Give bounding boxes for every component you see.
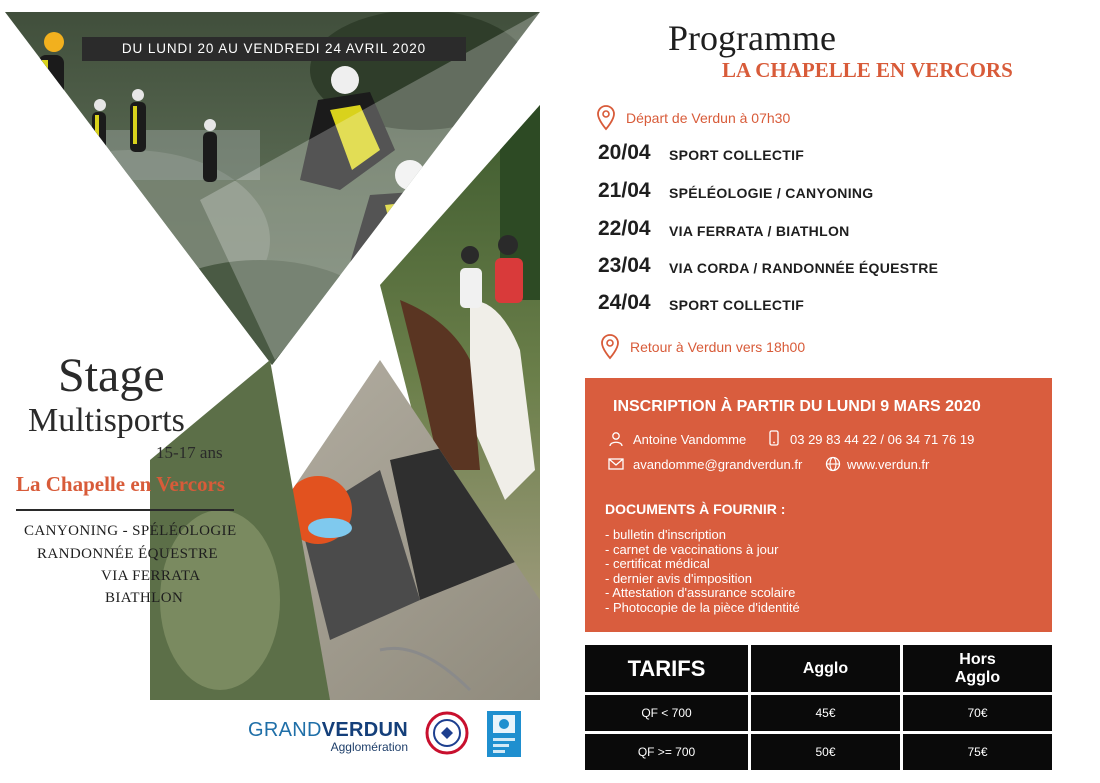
flyer <box>0 0 548 783</box>
activity-line: CANYONING - SPÉLÉOLOGIE <box>24 523 237 539</box>
location-pin-icon <box>597 105 615 131</box>
table-header: Agglo <box>751 645 900 692</box>
logo-subtext: Agglomération <box>330 740 408 754</box>
age-range: 15-17 ans <box>156 443 223 462</box>
schedule-activity: SPORT COLLECTIF <box>669 297 805 313</box>
activity-line: VIA FERRATA <box>101 568 201 584</box>
document-item: - certificat médical <box>605 557 800 572</box>
table-cell: 50€ <box>751 734 900 770</box>
table-header: Hors Agglo <box>903 645 1052 692</box>
table-cell: 70€ <box>903 695 1052 731</box>
schedule-date: 23/04 <box>598 254 651 277</box>
schedule-date: 24/04 <box>598 291 651 314</box>
document-item: - Attestation d'assurance scolaire <box>605 586 800 601</box>
contact-website[interactable]: www.verdun.fr <box>847 457 930 472</box>
document-item: - Photocopie de la pièce d'identité <box>605 601 800 616</box>
logo-text: VERDUN <box>321 719 408 741</box>
activity-line: RANDONNÉE ÉQUESTRE <box>37 546 218 562</box>
contact-phones: 03 29 83 44 22 / 06 34 71 76 19 <box>790 432 975 447</box>
document-item: - dernier avis d'imposition <box>605 572 800 587</box>
phone-icon <box>766 430 782 446</box>
document-item: - carnet de vaccinations à jour <box>605 543 800 558</box>
globe-icon <box>825 456 841 472</box>
caf-logo <box>487 711 521 757</box>
mail-icon <box>608 456 624 472</box>
date-banner: DU LUNDI 20 AU VENDREDI 24 AVRIL 2020 <box>82 37 466 61</box>
table-cell: QF < 700 <box>585 695 748 731</box>
table-header: TARIFS <box>585 645 748 692</box>
schedule-activity: VIA FERRATA / BIATHLON <box>669 223 850 239</box>
investir-avenir-seal-logo <box>425 711 469 755</box>
contact-email[interactable]: avandomme@grandverdun.fr <box>633 457 803 472</box>
schedule-date: 22/04 <box>598 217 651 240</box>
logo-text: GRAND <box>248 719 322 741</box>
divider <box>16 509 234 511</box>
table-cell: 45€ <box>751 695 900 731</box>
schedule-activity: SPORT COLLECTIF <box>669 147 805 163</box>
table-cell: 75€ <box>903 734 1052 770</box>
stage-title: Stage <box>58 349 165 402</box>
inscription-box <box>585 378 1052 632</box>
inscription-title: INSCRIPTION À PARTIR DU LUNDI 9 MARS 2020 <box>613 398 981 415</box>
table-cell: QF >= 700 <box>585 734 748 770</box>
stage-subtitle: Multisports <box>28 402 185 439</box>
schedule-date: 21/04 <box>598 179 651 202</box>
document-item: - bulletin d'inscription <box>605 528 800 543</box>
contact-name: Antoine Vandomme <box>633 432 747 447</box>
location-pin-icon <box>601 334 619 360</box>
documents-title: DOCUMENTS À FOURNIR : <box>605 501 786 517</box>
activity-line: BIATHLON <box>105 590 184 606</box>
schedule-activity: SPÉLÉOLOGIE / CANYONING <box>669 185 874 201</box>
stage-place: La Chapelle en Vercors <box>16 472 226 496</box>
return-info: Retour à Verdun vers 18h00 <box>630 339 806 355</box>
person-icon <box>608 431 624 447</box>
grand-verdun-logo <box>248 719 408 754</box>
programme-title: Programme <box>668 18 836 58</box>
schedule-activity: VIA CORDA / RANDONNÉE ÉQUESTRE <box>669 260 939 276</box>
documents-list <box>605 528 800 616</box>
departure-info: Départ de Verdun à 07h30 <box>626 110 791 126</box>
programme-place: LA CHAPELLE EN VERCORS <box>722 58 1013 82</box>
schedule-date: 20/04 <box>598 141 651 164</box>
